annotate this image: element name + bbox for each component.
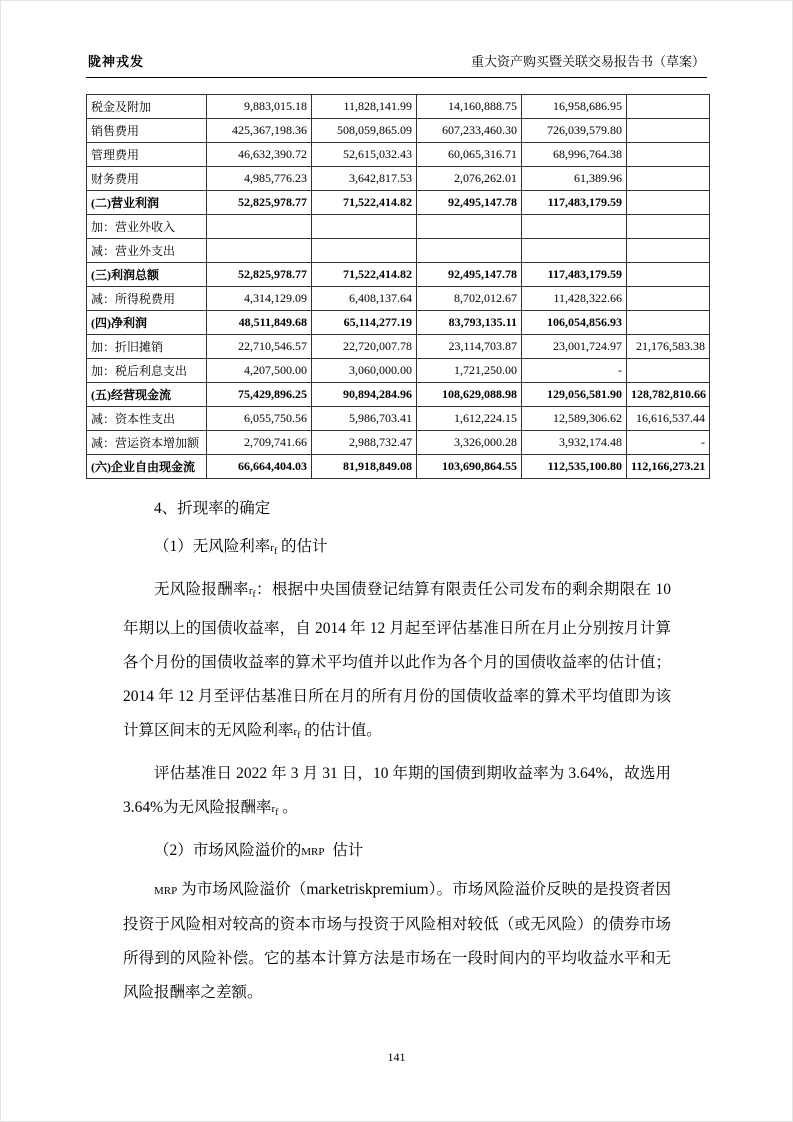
cell-value	[312, 239, 417, 263]
table-row	[87, 119, 710, 143]
text-segment: f	[273, 547, 278, 557]
table-row	[87, 383, 710, 407]
cell-value: 129,056,581.90	[522, 383, 627, 407]
row-label: 管理费用	[87, 143, 207, 167]
cell-value: 2,076,262.01	[417, 167, 522, 191]
row-label: 税金及附加	[87, 95, 207, 119]
paragraph-mrp-definition	[123, 873, 671, 1010]
cell-value: 75,429,896.25	[207, 383, 312, 407]
cell-value: 726,039,579.80	[522, 119, 627, 143]
row-label: 加：税后利息支出	[87, 359, 207, 383]
cell-value: 14,160,888.75	[417, 95, 522, 119]
cell-value: 92,495,147.78	[417, 263, 522, 287]
cell-value: 16,958,686.95	[522, 95, 627, 119]
cell-value: 5,986,703.41	[312, 407, 417, 431]
cell-value	[522, 239, 627, 263]
cell-value	[627, 359, 710, 383]
text-segment: 。	[278, 799, 298, 816]
text-segment: f	[275, 808, 279, 818]
text-segment: ：根据中央国债登记结算有限责任公司发布的剩余期限在 10 年期以上的国债收益率，自 2014 年 12 月起至评估基准日所在月止分别按月计算各个月份的国债收益率的算术平均值并以此作为各个月的国债收益率的估计值；2014 年 12 月至评估基准日所在月的所有月份的国债收益率的算术平均值即为该计算区间末的无风险利率	[123, 581, 671, 739]
cell-value: 16,616,537.44	[627, 407, 710, 431]
cell-value: 112,535,100.80	[522, 455, 627, 479]
table-row	[87, 287, 710, 311]
body-text	[123, 492, 671, 1010]
text-segment: MRP	[154, 885, 178, 897]
cell-value: 65,114,277.19	[312, 311, 417, 335]
cell-value	[627, 167, 710, 191]
text-segment: f	[297, 731, 301, 741]
cell-value: 92,495,147.78	[417, 191, 522, 215]
cell-value: 52,825,978.77	[207, 191, 312, 215]
header-company-name: 陇神戎发	[88, 54, 145, 69]
cell-value: 61,389.96	[522, 167, 627, 191]
cell-value: 66,664,404.03	[207, 455, 312, 479]
cell-value: 2,988,732.47	[312, 431, 417, 455]
cell-value	[627, 239, 710, 263]
cell-value: 81,918,849.08	[312, 455, 417, 479]
cell-value: 117,483,179.59	[522, 191, 627, 215]
text-segment: 无风险报酬率	[154, 581, 249, 598]
row-label: 减：资本性支出	[87, 407, 207, 431]
page-number: 141	[387, 1050, 406, 1064]
table-row	[87, 431, 710, 455]
text-segment: （1）无风险利率	[154, 538, 271, 555]
cell-value: 4,985,776.23	[207, 167, 312, 191]
cell-value: 90,894,284.96	[312, 383, 417, 407]
cell-value	[207, 239, 312, 263]
text-segment: 评估基准日 2022 年 3 月 31 日，10 年期的国债到期收益率为 3.64%，故选用 3.64%为无风险报酬率	[123, 765, 671, 816]
cell-value: 607,233,460.30	[417, 119, 522, 143]
subsection-heading-risk-free-rate	[123, 530, 671, 569]
financial-forecast-table	[86, 94, 710, 479]
cell-value: 6,055,750.56	[207, 407, 312, 431]
cell-value: 4,207,500.00	[207, 359, 312, 383]
cell-value	[627, 143, 710, 167]
cell-value: 9,883,015.18	[207, 95, 312, 119]
row-label: (三)利润总额	[87, 263, 207, 287]
cell-value: 112,166,273.21	[627, 455, 710, 479]
section-heading-discount-rate: 4、折现率的确定	[154, 500, 271, 517]
cell-value	[417, 239, 522, 263]
cell-value: 1,721,250.00	[417, 359, 522, 383]
table-row	[87, 455, 710, 479]
cell-value: 52,825,978.77	[207, 263, 312, 287]
cell-value: 12,589,306.62	[522, 407, 627, 431]
row-label: 销售费用	[87, 119, 207, 143]
table-row	[87, 359, 710, 383]
row-label: (五)经营现金流	[87, 383, 207, 407]
cell-value: 83,793,135.11	[417, 311, 522, 335]
cell-value	[627, 191, 710, 215]
cell-value: -	[522, 359, 627, 383]
cell-value: 68,996,764.38	[522, 143, 627, 167]
text-segment: 为市场风险溢价（marketriskpremium）。市场风险溢价反映的是投资者因投资于风险相对较高的资本市场与投资于风险相对较低（或无风险）的债券市场所得到的风险补偿。它的基本计算方法是市场在一段时间内的平均收益水平和无风险报酬率之差额。	[123, 881, 671, 1001]
cell-value: 71,522,414.82	[312, 191, 417, 215]
cell-value: 52,615,032.43	[312, 143, 417, 167]
text-segment: f	[252, 590, 256, 600]
cell-value: 117,483,179.59	[522, 263, 627, 287]
text-segment: （2）市场风险溢价的	[154, 842, 302, 859]
cell-value: 3,642,817.53	[312, 167, 417, 191]
cell-value: 11,828,141.99	[312, 95, 417, 119]
cell-value	[417, 215, 522, 239]
cell-value: 108,629,088.98	[417, 383, 522, 407]
cell-value: 425,367,198.36	[207, 119, 312, 143]
table-row	[87, 311, 710, 335]
cell-value	[627, 95, 710, 119]
cell-value	[627, 263, 710, 287]
cell-value: 23,114,703.87	[417, 335, 522, 359]
text-segment: r	[293, 726, 298, 738]
cell-value: 3,060,000.00	[312, 359, 417, 383]
cell-value: 11,428,322.66	[522, 287, 627, 311]
paragraph-valuation-date-yield	[123, 757, 671, 830]
cell-value: 23,001,724.97	[522, 335, 627, 359]
cell-value: 22,710,546.57	[207, 335, 312, 359]
cell-value	[627, 287, 710, 311]
text-segment: MRP	[301, 846, 325, 858]
cell-value: 4,314,129.09	[207, 287, 312, 311]
table-row	[87, 191, 710, 215]
cell-value: 46,632,390.72	[207, 143, 312, 167]
cell-value: 508,059,865.09	[312, 119, 417, 143]
row-label: (六)企业自由现金流	[87, 455, 207, 479]
text-segment: r	[271, 803, 276, 815]
table-row	[87, 407, 710, 431]
cell-value: 1,612,224.15	[417, 407, 522, 431]
table-row	[87, 263, 710, 287]
cell-value	[312, 215, 417, 239]
text-segment: r	[270, 542, 274, 554]
cell-value	[627, 311, 710, 335]
table-row	[87, 335, 710, 359]
text-segment: 的估计	[277, 538, 328, 555]
row-label: (二)营业利润	[87, 191, 207, 215]
cell-value: 128,782,810.66	[627, 383, 710, 407]
cell-value	[207, 215, 312, 239]
cell-value: 3,932,174.48	[522, 431, 627, 455]
cell-value	[627, 119, 710, 143]
row-label: 财务费用	[87, 167, 207, 191]
row-label: 加：营业外收入	[87, 215, 207, 239]
header-report-title: 重大资产购买暨关联交易报告书（草案）	[470, 54, 705, 69]
cell-value: 6,408,137.64	[312, 287, 417, 311]
cell-value	[627, 215, 710, 239]
page-header	[86, 51, 707, 78]
cell-value	[522, 215, 627, 239]
financial-table-body	[87, 95, 710, 479]
cell-value: 8,702,012.67	[417, 287, 522, 311]
cell-value: 3,326,000.28	[417, 431, 522, 455]
text-segment: r	[248, 585, 253, 597]
row-label: 减：所得税费用	[87, 287, 207, 311]
row-label: 减：营业外支出	[87, 239, 207, 263]
row-label: 减：营运资本增加额	[87, 431, 207, 455]
cell-value: 22,720,007.78	[312, 335, 417, 359]
row-label: (四)净利润	[87, 311, 207, 335]
table-row	[87, 143, 710, 167]
row-label: 加：折旧摊销	[87, 335, 207, 359]
cell-value: 106,054,856.93	[522, 311, 627, 335]
cell-value: 2,709,741.66	[207, 431, 312, 455]
page-footer	[1, 1050, 792, 1065]
cell-value: 71,522,414.82	[312, 263, 417, 287]
cell-value: -	[627, 431, 710, 455]
text-segment: 估计	[324, 842, 364, 859]
table-row	[87, 215, 710, 239]
cell-value: 21,176,583.38	[627, 335, 710, 359]
table-row	[87, 239, 710, 263]
paragraph-risk-free-rate-method	[123, 573, 671, 753]
table-row	[87, 167, 710, 191]
cell-value: 60,065,316.71	[417, 143, 522, 167]
subsection-heading-mrp	[123, 834, 671, 869]
cell-value: 103,690,864.55	[417, 455, 522, 479]
cell-value: 48,511,849.68	[207, 311, 312, 335]
table-row	[87, 95, 710, 119]
text-segment: 的估计值。	[300, 722, 382, 739]
